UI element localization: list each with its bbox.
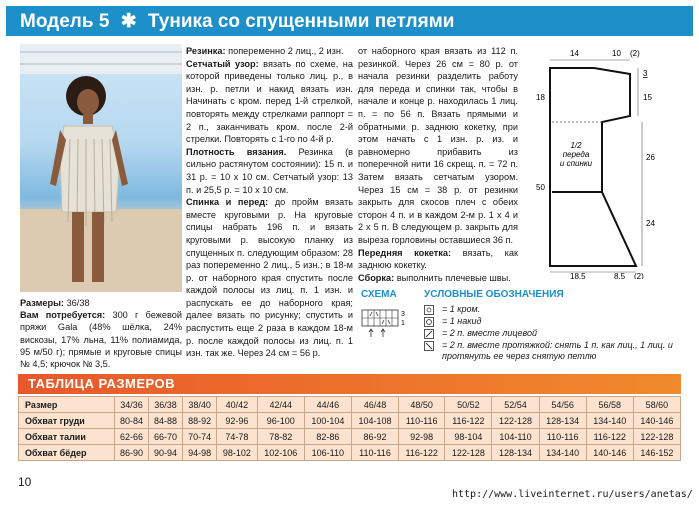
table-cell: 146-152 bbox=[633, 445, 680, 461]
pattern-schematic bbox=[530, 44, 680, 284]
materials-value: 300 г бежевой пряжи Gala (48% шёлка, 24% вискозы, 17% льна, 11% полиамида, 95 м/50 г); прямые и круговые спицы № 4,5; крючок № 3,5. bbox=[20, 310, 182, 370]
materials-line bbox=[20, 309, 182, 370]
table-cell: 66-70 bbox=[149, 429, 183, 445]
dim-right-15: 15 bbox=[643, 93, 652, 102]
table-cell: 42/44 bbox=[257, 397, 304, 413]
sizes-label: Размеры: bbox=[20, 298, 64, 308]
table-cell: 110-116 bbox=[399, 413, 445, 429]
table-cell: 96-100 bbox=[257, 413, 304, 429]
dim-right-3: 3 bbox=[643, 69, 648, 78]
table-cell: 36/38 bbox=[149, 397, 183, 413]
table-cell: 140-146 bbox=[586, 445, 633, 461]
front-yoke-text: вязать, как заднюю кокетку. bbox=[358, 247, 518, 271]
table-cell: 80-84 bbox=[115, 413, 149, 429]
mesh-label: Сетчатый узор: bbox=[186, 58, 259, 69]
schema-title: СХЕМА bbox=[361, 289, 397, 300]
piece-label-2: переда bbox=[562, 150, 590, 159]
front-yoke-label: Передняя кокетка: bbox=[358, 247, 452, 258]
title-bar bbox=[6, 6, 693, 36]
paragraph bbox=[358, 45, 518, 247]
page-number: 10 bbox=[18, 475, 32, 489]
table-cell: 56/58 bbox=[586, 397, 633, 413]
table-cell: 106-110 bbox=[304, 445, 351, 461]
paragraph bbox=[358, 272, 518, 285]
star-icon: ✱ bbox=[120, 11, 137, 32]
instructions-column-2 bbox=[358, 45, 518, 284]
yarn-over-icon bbox=[424, 317, 434, 327]
table-cell: 122-128 bbox=[492, 413, 539, 429]
legend-text: = 2 п. вместе протяжкой: снять 1 п. как лиц., 1 лиц. и протянуть ее через снятую петлю bbox=[442, 340, 673, 361]
title-label: Туника со спущенными петлями bbox=[147, 11, 455, 32]
legend-text: = 1 накид bbox=[442, 316, 482, 326]
edge-stitch-icon bbox=[424, 305, 434, 315]
k2tog-icon bbox=[424, 329, 434, 339]
legend-title: УСЛОВНЫЕ ОБОЗНАЧЕНИЯ bbox=[424, 289, 564, 300]
instructions-column-1 bbox=[186, 45, 353, 360]
legend bbox=[424, 289, 684, 363]
table-cell: 40/42 bbox=[217, 397, 258, 413]
table-cell: 38/40 bbox=[183, 397, 217, 413]
legend-text: = 1 кром. bbox=[442, 304, 481, 314]
table-cell: 128-134 bbox=[539, 413, 586, 429]
paragraph bbox=[186, 196, 353, 360]
table-cell: 122-128 bbox=[633, 429, 680, 445]
skp-icon bbox=[424, 341, 434, 351]
table-cell: 90-94 bbox=[149, 445, 183, 461]
table-cell: 92-98 bbox=[399, 429, 445, 445]
dim-top-2: (2) bbox=[630, 49, 640, 58]
neck bbox=[83, 114, 93, 124]
table-cell: 116-122 bbox=[445, 413, 492, 429]
table-cell: 110-116 bbox=[539, 429, 586, 445]
table-cell: 50/52 bbox=[445, 397, 492, 413]
row-label: Обхват груди bbox=[19, 413, 115, 429]
gauge-text: Резинка (в сильно растянутом состоянии): 15 п. и 31 р. = 10 х 10 см. Сетчатый узор: 13 п. и 25,5 р. = 10 х 10 см. bbox=[186, 146, 354, 195]
table-cell: 34/36 bbox=[115, 397, 149, 413]
table-cell: 70-74 bbox=[183, 429, 217, 445]
piece-label-1: 1/2 bbox=[570, 141, 582, 150]
paragraph bbox=[358, 247, 518, 272]
model-photo bbox=[20, 44, 182, 292]
dim-left-18: 18 bbox=[536, 93, 545, 102]
table-cell: 62-66 bbox=[115, 429, 149, 445]
table-cell: 116-122 bbox=[586, 429, 633, 445]
table-cell: 82-86 bbox=[304, 429, 351, 445]
body-label: Спинка и перед: bbox=[186, 197, 269, 208]
rib-label: Резинка: bbox=[186, 46, 226, 56]
canopy bbox=[20, 44, 182, 74]
table-cell: 86-92 bbox=[351, 429, 398, 445]
chart-row-3: 3 bbox=[401, 311, 405, 318]
table-cell: 74-78 bbox=[217, 429, 258, 445]
table-cell: 134-140 bbox=[586, 413, 633, 429]
stitch-chart bbox=[361, 289, 413, 345]
dim-bottom-185: 18,5 bbox=[570, 272, 586, 279]
paragraph bbox=[186, 45, 353, 58]
materials-label: Вам потребуется: bbox=[20, 310, 106, 321]
row-label: Размер bbox=[19, 397, 115, 413]
chart-row-1: 1 bbox=[401, 320, 405, 327]
legend-item bbox=[424, 328, 684, 339]
table-cell: 110-116 bbox=[351, 445, 398, 461]
continuation-text: от наборного края вязать из 112 п. резинкой. Через 26 см = 80 р. от начала резинки разделить работу для переда и спинки так, чтобы в начале и конце р. находилась 1 лиц. п. = по 56 п. Вязать прямыми и обратными р. заднюю кокетку, при этом начать с 1 изн. р. из. и равномерно прибавить из поперечной нити 16 скрещ. п. = 72 п. Затем вязать сетчатым узором. Через 15 см = 38 р. от резинки закрыть для скосов плеч с обеих сторон 4 п. и в каждом 2-м р. 1 х 4 и 2 х 5 п. В следующем р. закрыть для выреза горловины оставшиеся 36 п. bbox=[358, 46, 518, 245]
mesh-text: вязать по схеме, на которой приведены только лиц. р., в изн. р. петли и накид вязать изн. Начинать с кром. перед 1-й стрелкой, повторять между стрелками раппорт = 2 п., заканчивать кром. после 2-й стрелки. Повторять с 1-го по 4-й р. bbox=[186, 58, 353, 145]
materials-block bbox=[20, 297, 182, 370]
row-label: Обхват талии bbox=[19, 429, 115, 445]
paragraph bbox=[186, 146, 353, 196]
table-cell: 54/56 bbox=[539, 397, 586, 413]
rib-text: попеременно 2 лиц., 2 изн. bbox=[228, 46, 344, 56]
table-cell: 84-88 bbox=[149, 413, 183, 429]
model-label: Модель 5 bbox=[20, 11, 110, 32]
repeat-arrow-icon bbox=[369, 329, 373, 337]
paragraph bbox=[186, 58, 353, 146]
dim-top-14: 14 bbox=[570, 49, 579, 58]
right-leg bbox=[92, 212, 104, 282]
table-cell: 134-140 bbox=[539, 445, 586, 461]
table-cell: 98-104 bbox=[445, 429, 492, 445]
size-table-body bbox=[19, 397, 681, 461]
dim-left-50: 50 bbox=[536, 183, 545, 192]
source-url: http://www.liveinternet.ru/users/anetas/ bbox=[452, 489, 693, 500]
dim-right-26: 26 bbox=[646, 153, 655, 162]
table-cell: 104-110 bbox=[492, 429, 539, 445]
legend-item bbox=[424, 304, 684, 315]
body-text: до пройм вязать вместе круговыми р. На круговые спицы набрать 196 п. и вязать круговыми р. высокую планку из спущенных п. следующим образом: 28 раз попеременно 2 лиц., 5 изн.; в 18-м р. от наборного края спустить после каждой полосы из лиц. п. 1 изн. и распускать ее до наборного края; далее вязать по рисунку; спустить и распустить еще 2 раза в каждом 18-м р. после каждой полосы из лиц. п. 1 изн. так же. Через 24 см = 56 р. bbox=[186, 197, 353, 359]
assembly-text: выполнить плечевые швы. bbox=[396, 272, 511, 283]
schematic-drawing bbox=[530, 44, 680, 279]
table-cell: 44/46 bbox=[304, 397, 351, 413]
size-table bbox=[18, 396, 681, 461]
table-cell: 48/50 bbox=[399, 397, 445, 413]
table-cell: 52/54 bbox=[492, 397, 539, 413]
stitch-chart-grid bbox=[361, 306, 413, 340]
table-cell: 140-146 bbox=[633, 413, 680, 429]
page-title bbox=[20, 10, 454, 33]
table-row bbox=[19, 429, 681, 445]
table-cell: 86-90 bbox=[115, 445, 149, 461]
table-cell: 88-92 bbox=[183, 413, 217, 429]
row-label: Обхват бёдер bbox=[19, 445, 115, 461]
dim-top-10: 10 bbox=[612, 49, 621, 58]
size-table-header bbox=[18, 374, 681, 394]
table-row bbox=[19, 413, 681, 429]
table-cell: 116-122 bbox=[399, 445, 445, 461]
table-cell: 94-98 bbox=[183, 445, 217, 461]
left-leg bbox=[72, 212, 84, 282]
assembly-label: Сборка: bbox=[358, 272, 395, 283]
repeat-arrow-icon bbox=[381, 329, 385, 337]
table-cell: 78-82 bbox=[257, 429, 304, 445]
legend-item bbox=[424, 340, 684, 362]
table-cell: 92-96 bbox=[217, 413, 258, 429]
piece-label-3: и спинки bbox=[559, 159, 593, 168]
dim-bottom-85: 8,5 bbox=[614, 272, 626, 279]
table-cell: 128-134 bbox=[492, 445, 539, 461]
dim-bottom-2: (2) bbox=[634, 272, 644, 279]
table-cell: 104-108 bbox=[351, 413, 398, 429]
face bbox=[77, 89, 99, 115]
legend-item bbox=[424, 316, 684, 327]
gauge-label: Плотность вязания. bbox=[186, 146, 287, 157]
photo-illustration bbox=[20, 44, 182, 292]
table-cell: 122-128 bbox=[445, 445, 492, 461]
table-cell: 46/48 bbox=[351, 397, 398, 413]
table-row bbox=[19, 445, 681, 461]
table-row bbox=[19, 397, 681, 413]
table-cell: 100-104 bbox=[304, 413, 351, 429]
table-cell: 102-106 bbox=[257, 445, 304, 461]
legend-text: = 2 п. вместе лицевой bbox=[442, 328, 538, 338]
sizes-line bbox=[20, 297, 182, 309]
table-cell: 58/60 bbox=[633, 397, 680, 413]
size-table-title: ТАБЛИЦА РАЗМЕРОВ bbox=[28, 376, 176, 391]
dim-right-24: 24 bbox=[646, 219, 655, 228]
table-cell: 98-102 bbox=[217, 445, 258, 461]
sizes-value: 36/38 bbox=[66, 298, 90, 308]
